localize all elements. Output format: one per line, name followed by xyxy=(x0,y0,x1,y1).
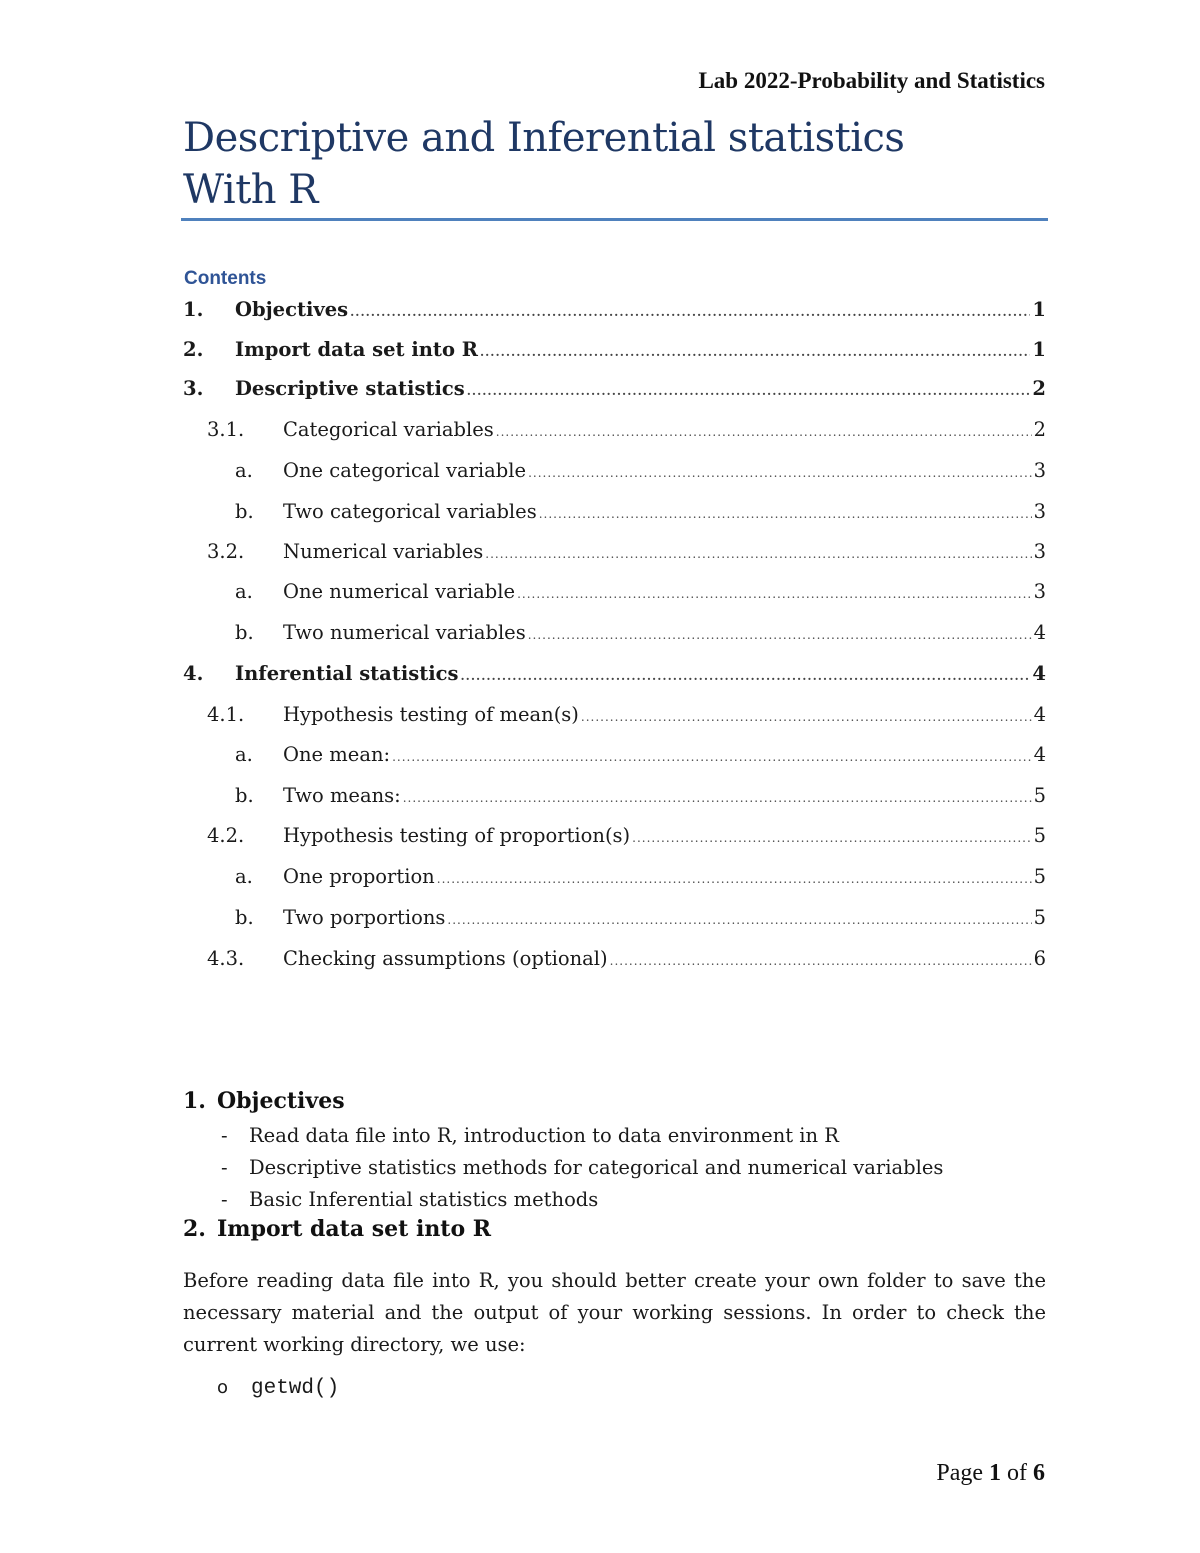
toc-leader xyxy=(485,540,1031,568)
toc-entry-text: Hypothesis testing of proportion(s) xyxy=(283,824,631,847)
toc-heading: Contents xyxy=(184,268,267,289)
code-snippet: getwd() xyxy=(251,1377,340,1400)
toc-entry-page: 5 xyxy=(1033,865,1046,888)
toc-entry-text: Hypothesis testing of mean(s) xyxy=(283,703,579,726)
toc-entry-text: Objectives xyxy=(235,298,349,321)
running-header: Lab 2022-Probability and Statistics xyxy=(698,68,1045,93)
toc-entry-number: b. xyxy=(235,500,254,523)
toc-entry-text: One numerical variable xyxy=(283,580,516,603)
list-item xyxy=(221,1184,943,1216)
toc-entry-page: 3 xyxy=(1033,500,1046,523)
toc-entry[interactable] xyxy=(183,660,1046,688)
toc-entry[interactable] xyxy=(183,578,1046,606)
title-line-2: With R xyxy=(183,167,318,213)
toc-leader xyxy=(480,338,1030,366)
toc-entry-number: a. xyxy=(235,865,253,888)
toc-entry-number: a. xyxy=(235,580,253,603)
toc-leader xyxy=(467,377,1031,405)
of-word: of xyxy=(1007,1460,1027,1486)
toc-leader xyxy=(392,743,1032,771)
toc-entry-page: 1 xyxy=(1032,338,1046,361)
toc-entry-number: 3. xyxy=(183,377,204,400)
section-1-heading xyxy=(183,1088,345,1114)
toc-leader xyxy=(632,824,1031,852)
toc-entry[interactable] xyxy=(183,296,1046,324)
section-2-heading xyxy=(183,1216,491,1242)
toc-entry-text: Import data set into R xyxy=(235,338,478,361)
toc-leader xyxy=(581,703,1032,731)
toc-entry-text: Descriptive statistics xyxy=(235,377,465,400)
title-line-1: Descriptive and Inferential statistics xyxy=(183,115,905,161)
toc-entry-number: 3.1. xyxy=(207,418,245,441)
toc-entry[interactable] xyxy=(183,863,1046,891)
toc-entry-page: 4 xyxy=(1033,743,1046,766)
objectives-list xyxy=(221,1120,943,1216)
list-item xyxy=(221,1120,943,1152)
dash-bullet: - xyxy=(221,1156,228,1179)
toc-entry-page: 4 xyxy=(1033,703,1046,726)
toc-entry-text: Checking assumptions (optional) xyxy=(283,947,608,970)
toc-entry-number: 1. xyxy=(183,298,204,321)
toc-entry-page: 4 xyxy=(1033,621,1046,644)
toc-entry[interactable] xyxy=(183,538,1046,566)
list-item-text: Basic Inferential statistics methods xyxy=(249,1188,599,1211)
toc-entry-number: b. xyxy=(235,784,254,807)
toc-entry[interactable] xyxy=(183,336,1046,364)
toc-entry-page: 3 xyxy=(1033,459,1046,482)
toc-entry-text: One proportion xyxy=(283,865,435,888)
toc-leader xyxy=(539,500,1032,528)
toc-entry-number: 2. xyxy=(183,338,204,361)
toc-leader xyxy=(403,784,1032,812)
page-word: Page xyxy=(936,1460,983,1486)
toc-entry-text: One categorical variable xyxy=(283,459,527,482)
page-total: 6 xyxy=(1033,1460,1045,1486)
toc-entry[interactable] xyxy=(183,619,1046,647)
toc-entry-page: 5 xyxy=(1033,906,1046,929)
dash-bullet: - xyxy=(221,1124,228,1147)
toc-entry[interactable] xyxy=(183,782,1046,810)
section-number: 1. xyxy=(183,1088,206,1114)
toc-entry-number: b. xyxy=(235,906,254,929)
toc-leader xyxy=(528,459,1032,487)
toc-entry[interactable] xyxy=(183,822,1046,850)
title-underline xyxy=(181,218,1048,221)
toc-entry[interactable] xyxy=(183,375,1046,403)
toc-leader xyxy=(610,947,1032,975)
section-2-paragraph: Before reading data file into R, you should better create your own folder to save the necessary material and the output of your working sessions. In order to check the current working directory, we use: xyxy=(183,1269,1046,1356)
list-item xyxy=(221,1152,943,1184)
toc-entry-text: Categorical variables xyxy=(283,418,494,441)
toc-entry-number: a. xyxy=(235,459,253,482)
toc-entry-page: 3 xyxy=(1033,580,1046,603)
toc-entry[interactable] xyxy=(183,945,1046,973)
toc-entry[interactable] xyxy=(183,457,1046,485)
toc-entry-number: b. xyxy=(235,621,254,644)
toc-entry-number: 4. xyxy=(183,662,204,685)
toc-entry-number: a. xyxy=(235,743,253,766)
dash-bullet: - xyxy=(221,1188,228,1211)
toc-entry-text: Numerical variables xyxy=(283,540,484,563)
toc-leader xyxy=(496,418,1032,446)
toc-entry-page: 2 xyxy=(1033,418,1046,441)
toc-entry-text: One mean: xyxy=(283,743,391,766)
toc-entry[interactable] xyxy=(183,741,1046,769)
toc-entry[interactable] xyxy=(183,498,1046,526)
section-number: 2. xyxy=(183,1216,206,1242)
toc-leader xyxy=(437,865,1032,893)
page-current: 1 xyxy=(989,1460,1001,1486)
toc-entry-page: 5 xyxy=(1033,784,1046,807)
circle-bullet-icon: o xyxy=(217,1377,229,1398)
toc-leader xyxy=(447,906,1031,934)
page-number-footer xyxy=(936,1460,1045,1487)
toc-leader xyxy=(528,621,1032,649)
toc-entry-number: 4.1. xyxy=(207,703,245,726)
toc-entry-text: Inferential statistics xyxy=(235,662,459,685)
toc-entry-page: 5 xyxy=(1033,824,1046,847)
toc-entry-page: 4 xyxy=(1032,662,1046,685)
toc-entry-text: Two categorical variables xyxy=(283,500,537,523)
document-title xyxy=(183,112,1049,216)
toc-entry-page: 3 xyxy=(1033,540,1046,563)
code-example xyxy=(217,1377,339,1400)
toc-entry-text: Two means: xyxy=(283,784,401,807)
list-item-text: Read data file into R, introduction to data environment in R xyxy=(249,1124,839,1147)
toc-leader xyxy=(460,662,1030,690)
toc-entry-number: 3.2. xyxy=(207,540,245,563)
toc-entry-page: 6 xyxy=(1033,947,1046,970)
toc-entry-page: 1 xyxy=(1032,298,1046,321)
section-title: Objectives xyxy=(217,1088,345,1114)
list-item-text: Descriptive statistics methods for categorical and numerical variables xyxy=(249,1156,944,1179)
toc-leader xyxy=(350,298,1030,326)
toc-entry-text: Two porportions xyxy=(283,906,446,929)
toc-entry-number: 4.3. xyxy=(207,947,245,970)
section-title: Import data set into R xyxy=(217,1216,492,1242)
toc-entry[interactable] xyxy=(183,701,1046,729)
toc-entry-number: 4.2. xyxy=(207,824,245,847)
toc-entry[interactable] xyxy=(183,416,1046,444)
toc-entry-text: Two numerical variables xyxy=(283,621,526,644)
toc-entry[interactable] xyxy=(183,904,1046,932)
toc-entry-page: 2 xyxy=(1032,377,1046,400)
toc-leader xyxy=(517,580,1032,608)
